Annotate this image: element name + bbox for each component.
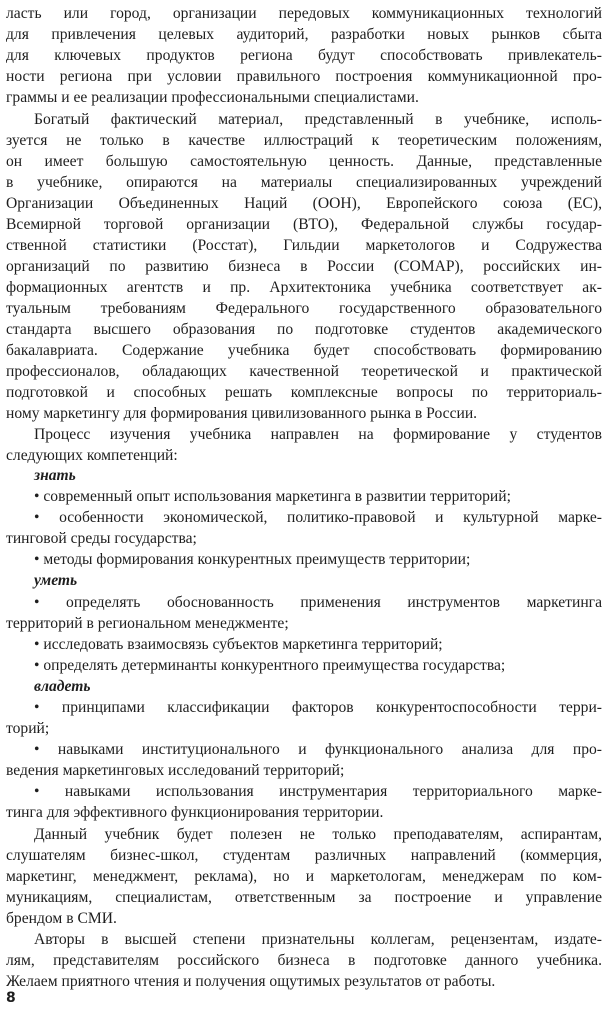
text-line: муникациям, специалистам, ответственным за построение и управление — [6, 889, 602, 906]
list-item: • исследовать взаимосвязь субъектов маркетинга территорий; — [34, 636, 443, 653]
page-number: 8 — [6, 990, 16, 1006]
list-item: торий; — [6, 720, 50, 737]
list-item: территорий в региональном менеджменте; — [6, 615, 289, 632]
text-line: лям, представителям российского бизнеса в подготовке данного учебника. — [6, 952, 602, 969]
text-line: граммы и ее реализации профессиональными специалистами. — [6, 89, 419, 106]
text-line: следующих компетенций: — [6, 447, 178, 464]
text-line: туальным требованиям Федерального государственного образовательного — [6, 300, 602, 317]
text-line: ственной статистики (Росстат), Гильдии маркетологов и Содружества — [6, 237, 602, 254]
list-item: • особенности экономической, политико-правовой и культурной марке- — [34, 509, 602, 526]
text-line: Авторы в высшей степени признательны коллегам, рецензентам, издате- — [34, 931, 602, 948]
text-line: Процесс изучения учебника направлен на формирование у студентов — [34, 426, 602, 443]
text-line: Желаем приятного чтения и получения ощутимых результатов от работы. — [6, 973, 496, 990]
list-item: • современный опыт использования маркетинга в развитии территорий; — [34, 488, 511, 505]
list-item: • принципами классификации факторов конкурентоспособности терри- — [34, 699, 602, 716]
list-item: • методы формирования конкурентных преимуществ территории; — [34, 551, 471, 568]
text-line: маркетинг, менеджмент, реклама), но и маркетологам, менеджерам по ком- — [6, 868, 602, 885]
text-line: организаций по развитию бизнеса в России (СОМАР), российских ин- — [6, 258, 602, 275]
text-line: для ключевых продуктов региона будут способствовать привлекатель- — [6, 47, 602, 64]
text-line: бакалавриата. Содержание учебника будет способствовать формированию — [6, 342, 602, 359]
list-item: • определять обоснованность применения инструментов маркетинга — [34, 594, 602, 611]
text-line: зуется не только в качестве иллюстраций к теоретическим положениям, — [6, 132, 602, 149]
text-line: Данный учебник будет полезен не только преподавателям, аспирантам, — [34, 826, 602, 843]
list-item: • определять детерминанты конкурентного преимущества государства; — [34, 657, 506, 674]
text-line: для привлечения целевых аудиторий, разработки новых рынков сбыта — [6, 26, 602, 43]
list-item: тинга для эффективного функционирования территории. — [6, 804, 384, 821]
text-line: ности региона при условии правильного построения коммуникационной про- — [6, 68, 602, 85]
competency-heading: владеть — [34, 678, 91, 695]
text-line: Всемирной торговой организации (ВТО), Федеральной службы государ- — [6, 216, 602, 233]
text-line: слушателям бизнес-школ, студентам различных направлений (коммерция, — [6, 847, 602, 864]
text-line: Богатый фактический материал, представленный в учебнике, исполь- — [34, 111, 602, 128]
text-line: ласть или город, организации передовых коммуникационных технологий — [6, 5, 602, 22]
text-line: формационных агентств и пр. Архитектоника учебника соответствует ак- — [6, 279, 602, 296]
list-item: • навыками институционального и функционального анализа для про- — [34, 741, 602, 758]
list-item: тинговой среды государства; — [6, 530, 197, 547]
competency-heading: уметь — [34, 572, 78, 589]
text-line: стандарта высшего образования по подготовке студентов академического — [6, 321, 602, 338]
text-line: он имеет большую самостоятельную ценность. Данные, представленные — [6, 153, 602, 170]
text-line: Организации Объединенных Наций (ООН), Европейского союза (ЕС), — [6, 195, 602, 212]
text-line: подготовкой и способных решать комплексные вопросы по территориаль- — [6, 384, 602, 401]
text-line: брендом в СМИ. — [6, 910, 117, 927]
text-line: в учебнике, опираются на материалы специализированных учреждений — [6, 174, 602, 191]
text-line: профессионалов, обладающих качественной теоретической и практической — [6, 363, 602, 380]
list-item: ведения маркетинговых исследований территорий; — [6, 762, 345, 779]
text-line: ному маркетингу для формирования цивилизованного рынка в России. — [6, 405, 478, 422]
list-item: • навыками использования инструментария территориального марке- — [34, 783, 602, 800]
competency-heading: знать — [34, 467, 76, 484]
